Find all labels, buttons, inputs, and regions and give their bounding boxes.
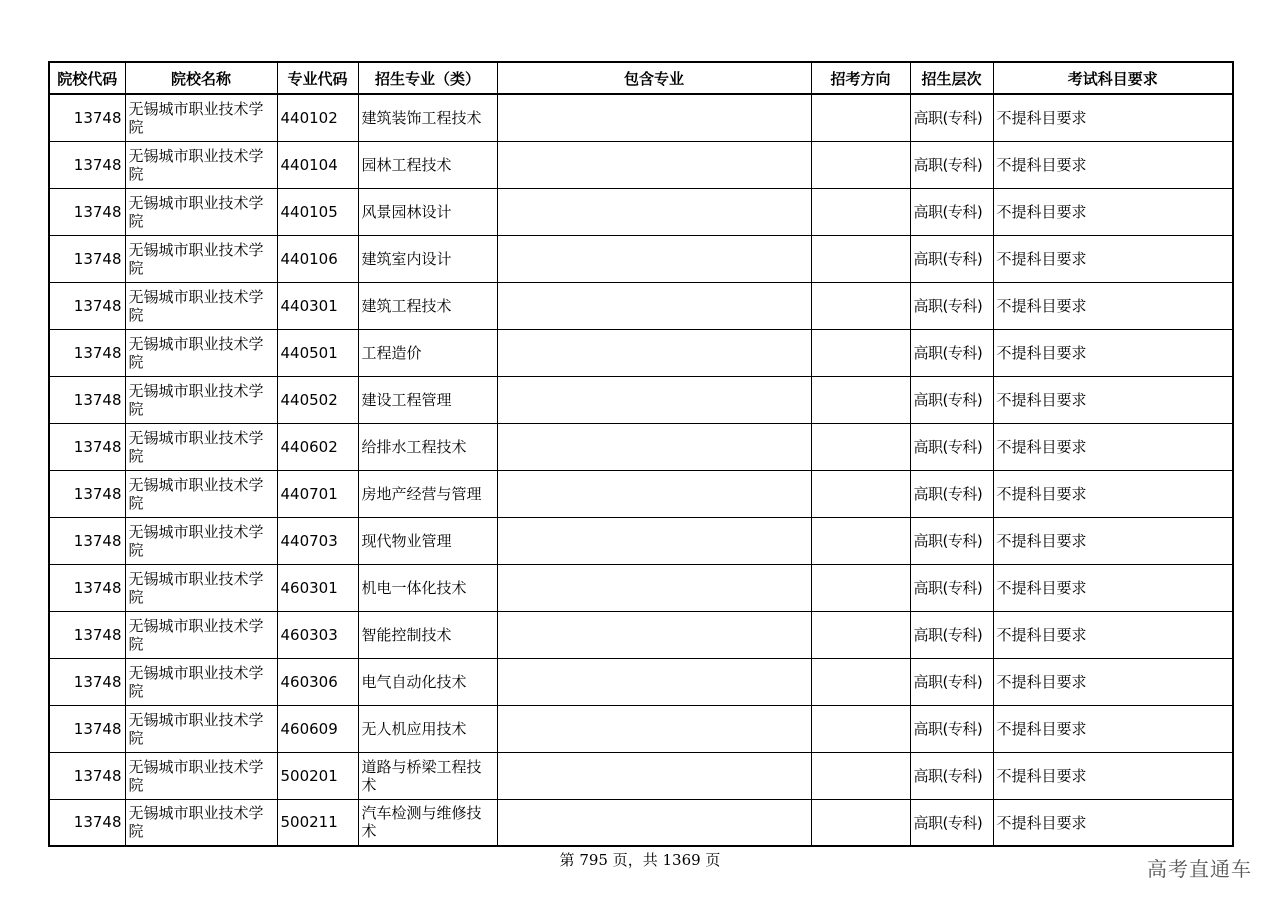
cell-major-code: 440701 (277, 470, 358, 517)
header-subject-req: 考试科目要求 (993, 62, 1233, 94)
cell-direction (811, 470, 910, 517)
table-row (49, 611, 1233, 658)
header-major-code: 专业代码 (277, 62, 358, 94)
cell-level: 高职(专科) (910, 282, 993, 329)
cell-school-name: 无锡城市职业技术学院 (125, 564, 277, 611)
cell-direction (811, 235, 910, 282)
cell-subject-req: 不提科目要求 (993, 188, 1233, 235)
cell-level: 高职(专科) (910, 235, 993, 282)
cell-school-name: 无锡城市职业技术学院 (125, 517, 277, 564)
cell-subject-req: 不提科目要求 (993, 658, 1233, 705)
cell-major: 建筑室内设计 (358, 235, 497, 282)
table-row (49, 376, 1233, 423)
table-row (49, 94, 1233, 141)
cell-major: 无人机应用技术 (358, 705, 497, 752)
cell-subject-req: 不提科目要求 (993, 376, 1233, 423)
cell-level: 高职(专科) (910, 517, 993, 564)
table-header-row (49, 62, 1233, 94)
cell-subject-req: 不提科目要求 (993, 94, 1233, 141)
cell-direction (811, 517, 910, 564)
cell-includes (497, 705, 811, 752)
cell-school-code: 13748 (49, 658, 125, 705)
cell-school-name: 无锡城市职业技术学院 (125, 470, 277, 517)
cell-includes (497, 282, 811, 329)
cell-direction (811, 376, 910, 423)
cell-major-code: 460301 (277, 564, 358, 611)
table-row (49, 799, 1233, 846)
table-row (49, 235, 1233, 282)
cell-includes (497, 376, 811, 423)
cell-subject-req: 不提科目要求 (993, 423, 1233, 470)
header-school-code: 院校代码 (49, 62, 125, 94)
cell-major: 现代物业管理 (358, 517, 497, 564)
header-level: 招生层次 (910, 62, 993, 94)
cell-major: 机电一体化技术 (358, 564, 497, 611)
cell-level: 高职(专科) (910, 611, 993, 658)
cell-major: 园林工程技术 (358, 141, 497, 188)
cell-major-code: 440105 (277, 188, 358, 235)
cell-major: 智能控制技术 (358, 611, 497, 658)
cell-level: 高职(专科) (910, 752, 993, 799)
cell-school-name: 无锡城市职业技术学院 (125, 188, 277, 235)
cell-level: 高职(专科) (910, 94, 993, 141)
table-row (49, 329, 1233, 376)
cell-school-name: 无锡城市职业技术学院 (125, 423, 277, 470)
cell-major: 建设工程管理 (358, 376, 497, 423)
cell-level: 高职(专科) (910, 141, 993, 188)
cell-school-name: 无锡城市职业技术学院 (125, 329, 277, 376)
cell-includes (497, 517, 811, 564)
cell-major-code: 440104 (277, 141, 358, 188)
cell-direction (811, 188, 910, 235)
cell-level: 高职(专科) (910, 564, 993, 611)
cell-school-code: 13748 (49, 705, 125, 752)
cell-major: 风景园林设计 (358, 188, 497, 235)
cell-major-code: 440602 (277, 423, 358, 470)
cell-major-code: 440502 (277, 376, 358, 423)
cell-school-code: 13748 (49, 752, 125, 799)
cell-school-code: 13748 (49, 564, 125, 611)
cell-direction (811, 423, 910, 470)
header-includes: 包含专业 (497, 62, 811, 94)
cell-school-code: 13748 (49, 141, 125, 188)
cell-school-code: 13748 (49, 329, 125, 376)
cell-level: 高职(专科) (910, 470, 993, 517)
cell-school-name: 无锡城市职业技术学院 (125, 611, 277, 658)
cell-level: 高职(专科) (910, 658, 993, 705)
cell-major-code: 460609 (277, 705, 358, 752)
table-row (49, 188, 1233, 235)
cell-major-code: 440106 (277, 235, 358, 282)
cell-subject-req: 不提科目要求 (993, 141, 1233, 188)
cell-school-code: 13748 (49, 94, 125, 141)
cell-level: 高职(专科) (910, 423, 993, 470)
table-row (49, 658, 1233, 705)
cell-school-name: 无锡城市职业技术学院 (125, 141, 277, 188)
cell-major-code: 460303 (277, 611, 358, 658)
table-row (49, 423, 1233, 470)
cell-direction (811, 611, 910, 658)
table-row (49, 752, 1233, 799)
cell-direction (811, 705, 910, 752)
table-row (49, 564, 1233, 611)
admissions-table (48, 61, 1234, 847)
cell-subject-req: 不提科目要求 (993, 564, 1233, 611)
cell-includes (497, 611, 811, 658)
cell-school-name: 无锡城市职业技术学院 (125, 705, 277, 752)
table-row (49, 705, 1233, 752)
cell-school-code: 13748 (49, 423, 125, 470)
cell-school-code: 13748 (49, 799, 125, 846)
cell-major: 房地产经营与管理 (358, 470, 497, 517)
cell-includes (497, 235, 811, 282)
cell-major: 汽车检测与维修技术 (358, 799, 497, 846)
cell-major-code: 500201 (277, 752, 358, 799)
cell-school-name: 无锡城市职业技术学院 (125, 799, 277, 846)
cell-major: 给排水工程技术 (358, 423, 497, 470)
cell-school-code: 13748 (49, 235, 125, 282)
table-row (49, 470, 1233, 517)
cell-subject-req: 不提科目要求 (993, 235, 1233, 282)
cell-school-code: 13748 (49, 376, 125, 423)
cell-major: 电气自动化技术 (358, 658, 497, 705)
cell-subject-req: 不提科目要求 (993, 329, 1233, 376)
page-number: 第 795 页，共 1369 页 (559, 851, 721, 869)
cell-subject-req: 不提科目要求 (993, 752, 1233, 799)
cell-level: 高职(专科) (910, 188, 993, 235)
cell-subject-req: 不提科目要求 (993, 799, 1233, 846)
cell-includes (497, 470, 811, 517)
cell-major-code: 440501 (277, 329, 358, 376)
cell-major-code: 460306 (277, 658, 358, 705)
cell-direction (811, 564, 910, 611)
cell-major-code: 440703 (277, 517, 358, 564)
cell-major: 道路与桥梁工程技术 (358, 752, 497, 799)
cell-school-name: 无锡城市职业技术学院 (125, 235, 277, 282)
cell-level: 高职(专科) (910, 705, 993, 752)
cell-school-name: 无锡城市职业技术学院 (125, 752, 277, 799)
cell-major-code: 440301 (277, 282, 358, 329)
cell-subject-req: 不提科目要求 (993, 470, 1233, 517)
cell-includes (497, 94, 811, 141)
cell-includes (497, 188, 811, 235)
cell-includes (497, 141, 811, 188)
cell-school-code: 13748 (49, 611, 125, 658)
cell-school-name: 无锡城市职业技术学院 (125, 94, 277, 141)
cell-major-code: 500211 (277, 799, 358, 846)
cell-school-name: 无锡城市职业技术学院 (125, 282, 277, 329)
header-school-name: 院校名称 (125, 62, 277, 94)
cell-direction (811, 282, 910, 329)
cell-subject-req: 不提科目要求 (993, 282, 1233, 329)
cell-school-code: 13748 (49, 517, 125, 564)
cell-includes (497, 423, 811, 470)
cell-major-code: 440102 (277, 94, 358, 141)
table-row (49, 141, 1233, 188)
table-row (49, 517, 1233, 564)
cell-direction (811, 141, 910, 188)
cell-subject-req: 不提科目要求 (993, 705, 1233, 752)
cell-school-code: 13748 (49, 188, 125, 235)
cell-direction (811, 329, 910, 376)
cell-includes (497, 658, 811, 705)
cell-level: 高职(专科) (910, 329, 993, 376)
cell-school-name: 无锡城市职业技术学院 (125, 658, 277, 705)
cell-includes (497, 799, 811, 846)
cell-subject-req: 不提科目要求 (993, 517, 1233, 564)
cell-level: 高职(专科) (910, 799, 993, 846)
cell-level: 高职(专科) (910, 376, 993, 423)
cell-includes (497, 564, 811, 611)
cell-school-code: 13748 (49, 470, 125, 517)
header-major: 招生专业（类） (358, 62, 497, 94)
cell-school-name: 无锡城市职业技术学院 (125, 376, 277, 423)
cell-direction (811, 94, 910, 141)
table-row (49, 282, 1233, 329)
cell-includes (497, 329, 811, 376)
cell-direction (811, 658, 910, 705)
cell-direction (811, 752, 910, 799)
cell-subject-req: 不提科目要求 (993, 611, 1233, 658)
cell-includes (497, 752, 811, 799)
cell-direction (811, 799, 910, 846)
cell-major: 工程造价 (358, 329, 497, 376)
cell-major: 建筑工程技术 (358, 282, 497, 329)
watermark: 高考直通车 (1147, 857, 1252, 881)
header-direction: 招考方向 (811, 62, 910, 94)
cell-major: 建筑装饰工程技术 (358, 94, 497, 141)
cell-school-code: 13748 (49, 282, 125, 329)
